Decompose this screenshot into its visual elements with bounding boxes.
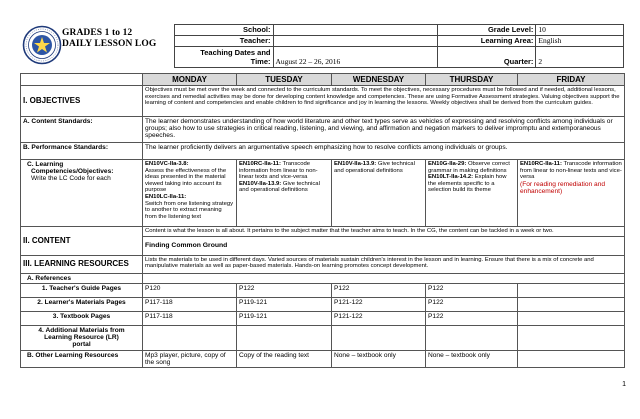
- additional-thursday: [426, 325, 518, 350]
- other-tuesday: Copy of the reading text: [237, 350, 332, 367]
- objectives-row: [21, 86, 625, 117]
- competency-code: EN10G-IIa-29:: [428, 161, 467, 167]
- other-resources-label: B. Other Learning Resources: [21, 350, 143, 367]
- performance-standards-row: [21, 143, 625, 160]
- additional-wednesday: [332, 325, 426, 350]
- resource-row: [21, 311, 625, 325]
- resource-monday: P117-118: [143, 297, 237, 311]
- resource-wednesday: P121-122: [332, 311, 426, 325]
- resource-row-label: 1. Teacher's Guide Pages: [21, 283, 143, 297]
- competency-text: Observe correct grammar in making definitions: [428, 161, 510, 174]
- competencies-label-line3: Write the LC Code for each: [31, 175, 111, 183]
- competency-code: EN10LT-IIa-14.2:: [428, 174, 474, 181]
- competency-code: EN10V-IIa-13.9:: [334, 161, 377, 167]
- content-standards-label: A. Content Standards:: [21, 117, 143, 143]
- day-tuesday: TUESDAY: [237, 74, 332, 86]
- remediation-note: (For reading remediation and enhancement): [520, 180, 606, 196]
- competency-thursday: [426, 160, 518, 227]
- competency-code: EN10RC-IIa-11:: [520, 161, 562, 167]
- teacher-value: [273, 36, 437, 47]
- content-standards-row: [21, 117, 625, 143]
- competency-wednesday: [332, 160, 426, 227]
- resource-row: [21, 283, 625, 297]
- other-resources-row: [21, 350, 625, 367]
- resource-wednesday: P122: [332, 283, 426, 297]
- additional-tuesday: [237, 325, 332, 350]
- day-header-row: [21, 74, 625, 86]
- teaching-dates-label: [175, 47, 274, 68]
- competencies-row: [21, 160, 625, 227]
- competency-text: Explain how the elements specific to a selection build its theme: [428, 174, 507, 194]
- day-wednesday: WEDNESDAY: [332, 74, 426, 86]
- resource-row: [21, 297, 625, 311]
- additional-materials-label-line3: portal: [72, 340, 91, 348]
- objectives-label: I. OBJECTIVES: [21, 86, 143, 117]
- teaching-dates-value: August 22 – 26, 2016: [273, 47, 437, 68]
- page-number: 1: [622, 381, 626, 388]
- lesson-log-page: [20, 22, 624, 366]
- document-header: [20, 22, 624, 68]
- content-note-row: [21, 227, 625, 237]
- resource-tuesday: P122: [237, 283, 332, 297]
- resource-friday: [518, 297, 625, 311]
- additional-monday: [143, 325, 237, 350]
- performance-standards-label: B. Performance Standards:: [21, 143, 143, 160]
- competency-friday: [518, 160, 625, 227]
- resource-row-label: 2. Learner's Materials Pages: [21, 297, 143, 311]
- performance-standards-text: The learner proficiently delivers an argumentative speech emphasizing how to resolve conflicts among individuals or groups.: [143, 143, 625, 160]
- additional-materials-label-line1: 4. Additional Materials from: [38, 326, 125, 334]
- day-friday: FRIDAY: [518, 74, 625, 86]
- additional-materials-row: [21, 325, 625, 350]
- grade-level-label: Grade Level:: [437, 25, 535, 36]
- competency-monday: [143, 160, 237, 227]
- other-monday: Mp3 player, picture, copy of the song: [143, 350, 237, 367]
- competency-code: EN10VC-IIa-3.8:: [145, 161, 189, 167]
- competency-code: EN10LC-IIa-11:: [145, 193, 187, 200]
- teaching-dates-label-line2: Time:: [250, 57, 271, 66]
- other-friday: [518, 350, 625, 367]
- school-value: [273, 25, 437, 36]
- resource-monday: P120: [143, 283, 237, 297]
- competency-code: EN10V-IIa-13.9:: [239, 180, 282, 187]
- competency-text: Give technical and operational definitions: [334, 161, 415, 174]
- quarter-value: 2: [536, 47, 624, 68]
- resource-thursday: P122: [426, 283, 518, 297]
- competency-text: Assess the effectiveness of the ideas presented in the material viewed taking into account its purpose: [145, 167, 227, 194]
- competency-text: Give technical and operational definitions: [239, 180, 320, 194]
- teacher-label: Teacher:: [175, 36, 274, 47]
- day-monday: MONDAY: [143, 74, 237, 86]
- content-standards-text: The learner demonstrates understanding of how world literature and other text types serve as vehicles of expressing and resolving conflicts among individuals or groups; also how to use strategies in critical reading, listening, and viewing, and affirmation and negation markers to deliver impromptu and extemporaneous speeches.: [143, 117, 625, 143]
- learning-area-value: English: [536, 36, 624, 47]
- other-wednesday: None – textbook only: [332, 350, 426, 367]
- resource-thursday: P122: [426, 311, 518, 325]
- day-thursday: THURSDAY: [426, 74, 518, 86]
- content-title: Finding Common Ground: [143, 236, 625, 255]
- content-note: Content is what the lesson is all about. It pertains to the subject matter that the teacher aims to teach. In the CG, the content can be tackled in a week or two.: [143, 227, 625, 237]
- references-blank: [143, 273, 625, 283]
- header-info-table: [174, 24, 624, 68]
- competencies-label-line2: Competencies/Objectives:: [31, 168, 114, 176]
- teaching-dates-label-line1: Teaching Dates and: [200, 48, 271, 57]
- document-title-line1: GRADES 1 to 12: [62, 28, 133, 38]
- competency-text: Transcode information from linear to non-linear texts and vice-versa: [520, 161, 622, 181]
- competencies-label: [21, 160, 143, 227]
- deped-seal-icon: [22, 25, 62, 65]
- daily-lesson-log-table: [20, 73, 625, 368]
- competency-text: Transcode information from linear to non-linear texts and vice-versa: [239, 161, 318, 181]
- competencies-label-line1: C. Learning: [27, 161, 64, 168]
- competency-code: EN10RC-IIa-11:: [239, 161, 281, 167]
- references-label: A. References: [21, 273, 143, 283]
- resource-row-label: 3. Textbook Pages: [21, 311, 143, 325]
- additional-materials-label: [21, 325, 143, 350]
- learning-area-label: Learning Area:: [437, 36, 535, 47]
- resource-wednesday: P121-122: [332, 297, 426, 311]
- day-header-blank: [21, 74, 143, 86]
- objectives-text: Objectives must be met over the week and connected to the curriculum standards. To meet the objectives, necessary procedures must be followed and if needed, additional lessons, exercises and remedial activities may be done for developing content knowledge and competencies. These are using Formative Assessment strategies. Valuing objectives support the learning of content and competencies and enable children to find significance and joy in learning the lessons. Weekly objectives shall be derived from the curriculum guides.: [143, 86, 625, 117]
- document-title-line2: DAILY LESSON LOG: [62, 39, 157, 49]
- competency-tuesday: [237, 160, 332, 227]
- references-row: [21, 273, 625, 283]
- resource-tuesday: P119-121: [237, 297, 332, 311]
- resources-row: [21, 255, 625, 273]
- document-title: [62, 28, 156, 50]
- resources-note: Lists the materials to be used in different days. Varied sources of materials sustain children's interest in the lesson and in learning. Ensure that there is a mix of concrete and manipulative materials as well as paper-based materials. Hands-on learning promotes concept development.: [143, 255, 625, 273]
- resource-friday: [518, 283, 625, 297]
- quarter-label: Quarter:: [437, 47, 535, 68]
- grade-level-value: 10: [536, 25, 624, 36]
- resource-monday: P117-118: [143, 311, 237, 325]
- resource-tuesday: P119-121: [237, 311, 332, 325]
- additional-materials-label-line2: Learning Resource (LR): [44, 333, 119, 341]
- resources-label: III. LEARNING RESOURCES: [21, 255, 143, 273]
- additional-friday: [518, 325, 625, 350]
- content-label: II. CONTENT: [21, 227, 143, 256]
- school-label: School:: [175, 25, 274, 36]
- resource-thursday: P122: [426, 297, 518, 311]
- competency-text: Switch from one listening strategy to another to extract meaning from the listening text: [145, 200, 234, 220]
- other-thursday: None – textbook only: [426, 350, 518, 367]
- resource-friday: [518, 311, 625, 325]
